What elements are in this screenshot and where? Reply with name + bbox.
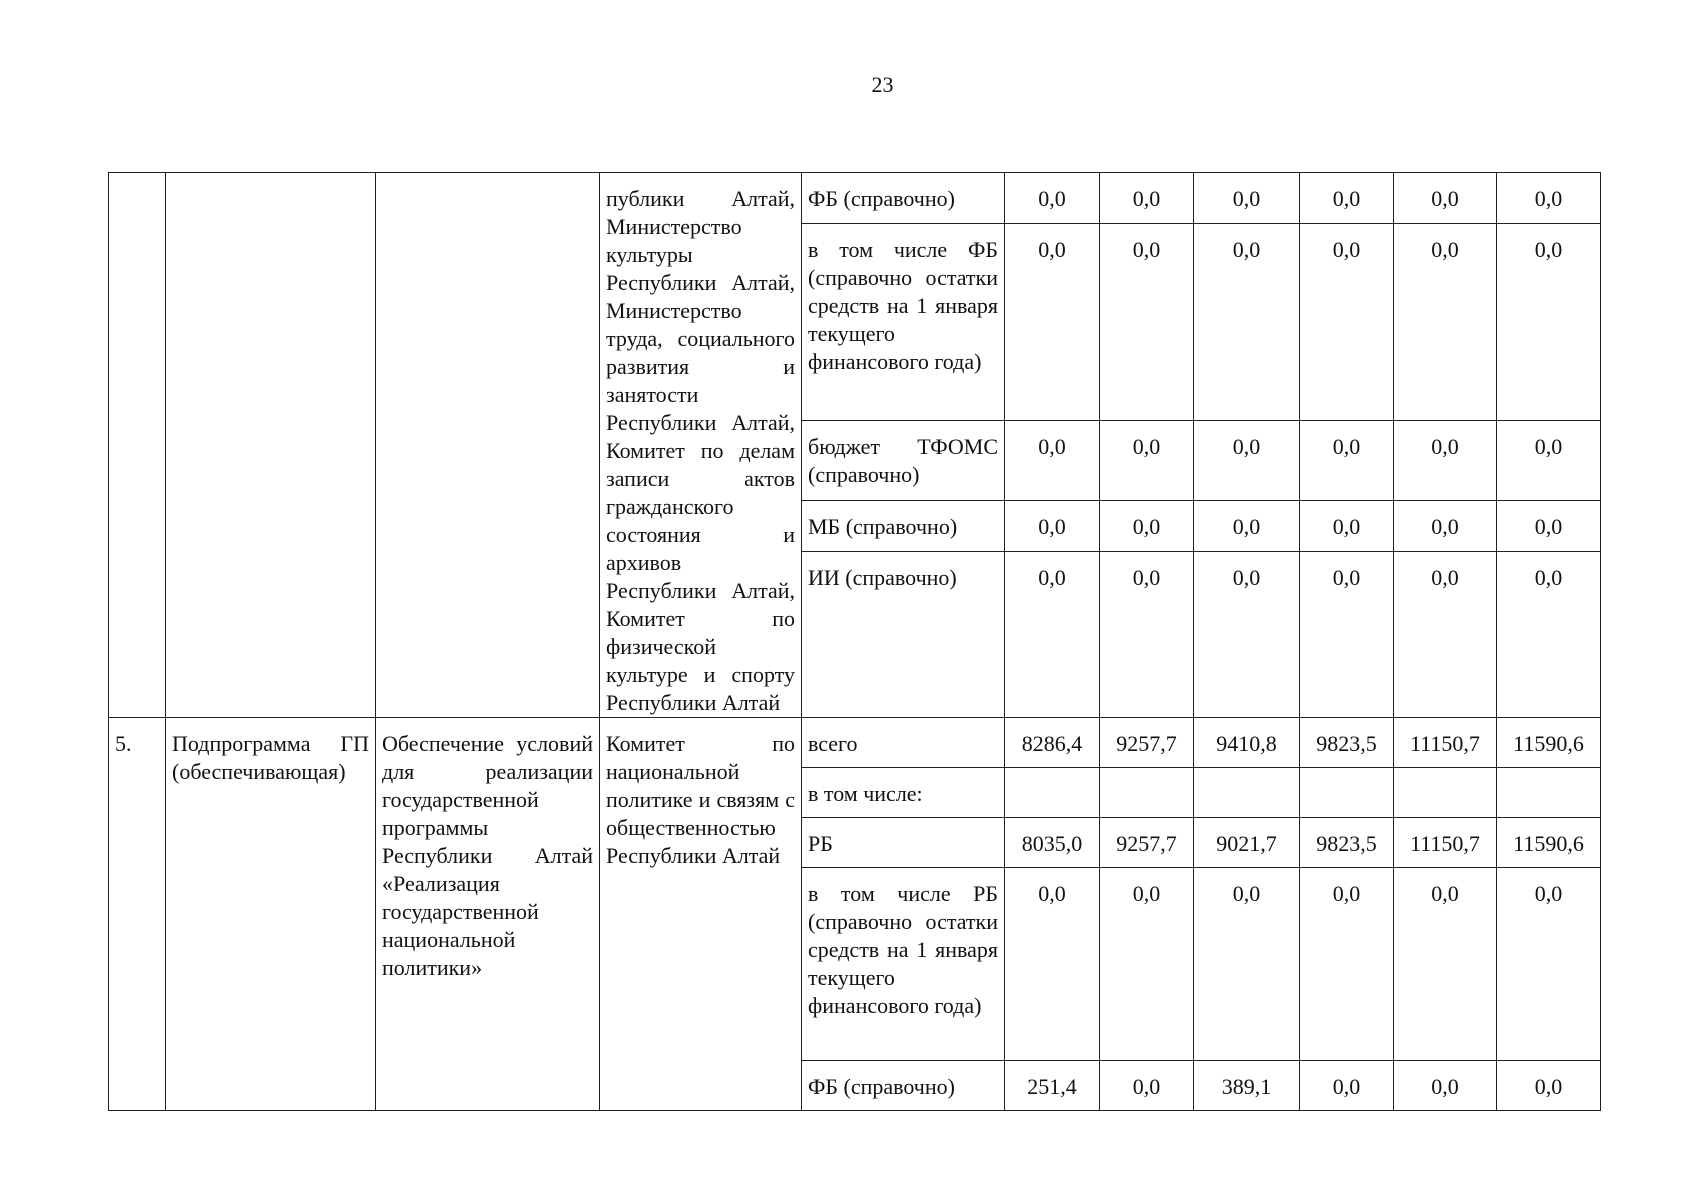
value-cell	[1300, 173, 1394, 224]
number-cell	[109, 173, 166, 718]
value-cell	[1300, 1061, 1394, 1111]
cell-text: 0,0	[1332, 237, 1361, 263]
cell-text: в том числе РБ (справочно остатки средств на 1 января текущего финансового года)	[808, 881, 998, 1018]
cell-text: 0,0	[1038, 237, 1066, 263]
value-cell	[1194, 868, 1300, 1061]
cell-text: 0,0	[1038, 514, 1066, 540]
name-cell	[166, 173, 376, 718]
value-cell	[1194, 1061, 1300, 1111]
cell-text: публики Алтай, Министерство культуры Республики Алтай, Министерство труда, социального развития и занятости Республики Алтай, Комитет по делам записи актов гражданского состояния и архивов Республики Алтай, Комитет по физической культуре и спорту Республики Алтай	[606, 186, 795, 715]
value-cell	[1394, 421, 1497, 501]
executor-cell	[600, 173, 802, 718]
value-cell	[1005, 501, 1100, 552]
value-cell	[1300, 818, 1394, 868]
cell-text: 0,0	[1431, 434, 1459, 460]
value-cell	[1005, 718, 1100, 768]
cell-text: ФБ (справочно)	[808, 1074, 955, 1099]
cell-text: 11150,7	[1410, 731, 1480, 756]
cell-text: 0,0	[1038, 881, 1066, 906]
cell-text: 0,0	[1232, 565, 1261, 591]
table-row	[109, 718, 1601, 768]
value-cell	[1497, 868, 1601, 1061]
cell-text: 251,4	[1027, 1074, 1077, 1099]
cell-text: Обеспечение условий для реализации государственной программы Республики Алтай «Реализация государственной национальной политики»	[382, 731, 593, 980]
value-cell	[1394, 173, 1497, 224]
cell-text: в том числе ФБ (справочно остатки средств на 1 января текущего финансового года)	[808, 237, 998, 375]
source-cell	[802, 768, 1005, 818]
cell-text: 0,0	[1534, 881, 1563, 906]
source-cell	[802, 173, 1005, 224]
cell-text: 0,0	[1534, 186, 1563, 211]
cell-text: 0,0	[1534, 434, 1563, 460]
table-body	[109, 173, 1601, 1111]
cell-text: 0,0	[1431, 1074, 1459, 1099]
value-cell	[1005, 818, 1100, 868]
value-cell	[1005, 552, 1100, 718]
source-cell	[802, 224, 1005, 421]
cell-text: 9021,7	[1216, 831, 1277, 856]
cell-text: ИИ (справочно)	[808, 565, 957, 591]
source-cell	[802, 868, 1005, 1061]
cell-text: 9823,5	[1316, 731, 1377, 756]
value-cell	[1194, 224, 1300, 421]
cell-text: 8035,0	[1021, 831, 1083, 856]
cell-text: 11590,6	[1513, 731, 1584, 756]
value-cell	[1100, 768, 1194, 818]
value-cell	[1300, 768, 1394, 818]
cell-text: Подпрограмма ГП (обеспечивающая)	[172, 731, 369, 784]
cell-text: 0,0	[1038, 565, 1066, 591]
value-cell	[1300, 224, 1394, 421]
value-cell	[1194, 501, 1300, 552]
cell-text: 0,0	[1431, 237, 1459, 263]
cell-text: 0,0	[1132, 1074, 1161, 1099]
item-number-cell	[109, 718, 166, 1111]
cell-text: 0,0	[1534, 1074, 1563, 1099]
value-cell	[1005, 421, 1100, 501]
value-cell	[1497, 1061, 1601, 1111]
value-cell	[1394, 768, 1497, 818]
value-cell	[1394, 501, 1497, 552]
value-cell	[1497, 501, 1601, 552]
cell-text: 0,0	[1431, 514, 1459, 540]
cell-text: РБ	[808, 831, 833, 856]
cell-text: 0,0	[1534, 514, 1563, 540]
page-number: 23	[871, 72, 894, 97]
value-cell	[1005, 224, 1100, 421]
value-cell	[1100, 224, 1194, 421]
cell-text: 9410,8	[1216, 731, 1277, 756]
value-cell	[1100, 173, 1194, 224]
source-cell	[802, 818, 1005, 868]
value-cell	[1194, 718, 1300, 768]
budget-table	[108, 172, 1601, 1111]
cell-text: 9823,5	[1316, 831, 1377, 856]
cell-text: 0,0	[1332, 1074, 1361, 1099]
cell-text: 0,0	[1332, 514, 1361, 540]
value-cell	[1005, 868, 1100, 1061]
value-cell	[1100, 421, 1194, 501]
value-cell	[1100, 818, 1194, 868]
cell-text: 0,0	[1534, 237, 1563, 263]
value-cell	[1497, 421, 1601, 501]
value-cell	[1100, 868, 1194, 1061]
title-cell	[376, 173, 600, 718]
value-cell	[1300, 718, 1394, 768]
cell-text: 0,0	[1431, 881, 1459, 906]
value-cell	[1005, 1061, 1100, 1111]
cell-text: 0,0	[1332, 434, 1361, 460]
table-row	[109, 173, 1601, 224]
value-cell	[1100, 501, 1194, 552]
cell-text: 0,0	[1232, 514, 1261, 540]
cell-text: 0,0	[1232, 186, 1261, 211]
cell-text: 5.	[115, 731, 132, 756]
value-cell	[1100, 1061, 1194, 1111]
value-cell	[1194, 421, 1300, 501]
cell-text: 9257,7	[1116, 831, 1177, 856]
value-cell	[1300, 501, 1394, 552]
cell-text: 0,0	[1332, 186, 1361, 211]
subprogram-title-cell	[376, 718, 600, 1111]
value-cell	[1394, 718, 1497, 768]
source-cell	[802, 552, 1005, 718]
value-cell	[1194, 768, 1300, 818]
cell-text: 0,0	[1232, 237, 1261, 263]
value-cell	[1394, 818, 1497, 868]
cell-text: 0,0	[1332, 565, 1361, 591]
cell-text: 0,0	[1132, 514, 1161, 540]
value-cell	[1394, 552, 1497, 718]
subprogram-name-cell	[166, 718, 376, 1111]
cell-text: 0,0	[1232, 881, 1261, 906]
cell-text: Комитет по национальной политике и связям с общественностью Республики Алтай	[606, 731, 795, 868]
cell-text: всего	[808, 731, 858, 756]
cell-text: 389,1	[1221, 1074, 1272, 1099]
executor-cell	[600, 718, 802, 1111]
cell-text: 0,0	[1534, 565, 1563, 591]
cell-text: 0,0	[1132, 434, 1161, 460]
value-cell	[1497, 768, 1601, 818]
cell-text: МБ (справочно)	[808, 514, 958, 540]
cell-text: бюджет ТФОМС (справочно)	[808, 434, 998, 488]
source-cell	[802, 501, 1005, 552]
value-cell	[1194, 173, 1300, 224]
cell-text: 0,0	[1132, 881, 1161, 906]
source-cell	[802, 1061, 1005, 1111]
cell-text: 0,0	[1132, 565, 1161, 591]
value-cell	[1394, 868, 1497, 1061]
cell-text: 0,0	[1038, 186, 1066, 211]
value-cell	[1100, 718, 1194, 768]
cell-text: 0,0	[1431, 186, 1459, 211]
value-cell	[1497, 818, 1601, 868]
cell-text: 0,0	[1132, 237, 1161, 263]
cell-text: 0,0	[1038, 434, 1066, 460]
value-cell	[1300, 868, 1394, 1061]
value-cell	[1005, 768, 1100, 818]
source-cell	[802, 421, 1005, 501]
cell-text: 0,0	[1332, 881, 1361, 906]
cell-text: 8286,4	[1021, 731, 1083, 756]
cell-text: 0,0	[1232, 434, 1261, 460]
value-cell	[1194, 552, 1300, 718]
cell-text: 0,0	[1132, 186, 1161, 211]
source-cell	[802, 718, 1005, 768]
value-cell	[1394, 224, 1497, 421]
value-cell	[1100, 552, 1194, 718]
value-cell	[1394, 1061, 1497, 1111]
cell-text: 0,0	[1431, 565, 1459, 591]
value-cell	[1300, 421, 1394, 501]
cell-text: 11590,6	[1513, 831, 1584, 856]
value-cell	[1194, 818, 1300, 868]
cell-text: ФБ (справочно)	[808, 186, 955, 211]
value-cell	[1497, 552, 1601, 718]
value-cell	[1300, 552, 1394, 718]
cell-text: 11150,7	[1410, 831, 1480, 856]
value-cell	[1497, 718, 1601, 768]
cell-text: в том числе:	[808, 781, 923, 806]
value-cell	[1005, 173, 1100, 224]
value-cell	[1497, 224, 1601, 421]
value-cell	[1497, 173, 1601, 224]
cell-text: 9257,7	[1116, 731, 1177, 756]
